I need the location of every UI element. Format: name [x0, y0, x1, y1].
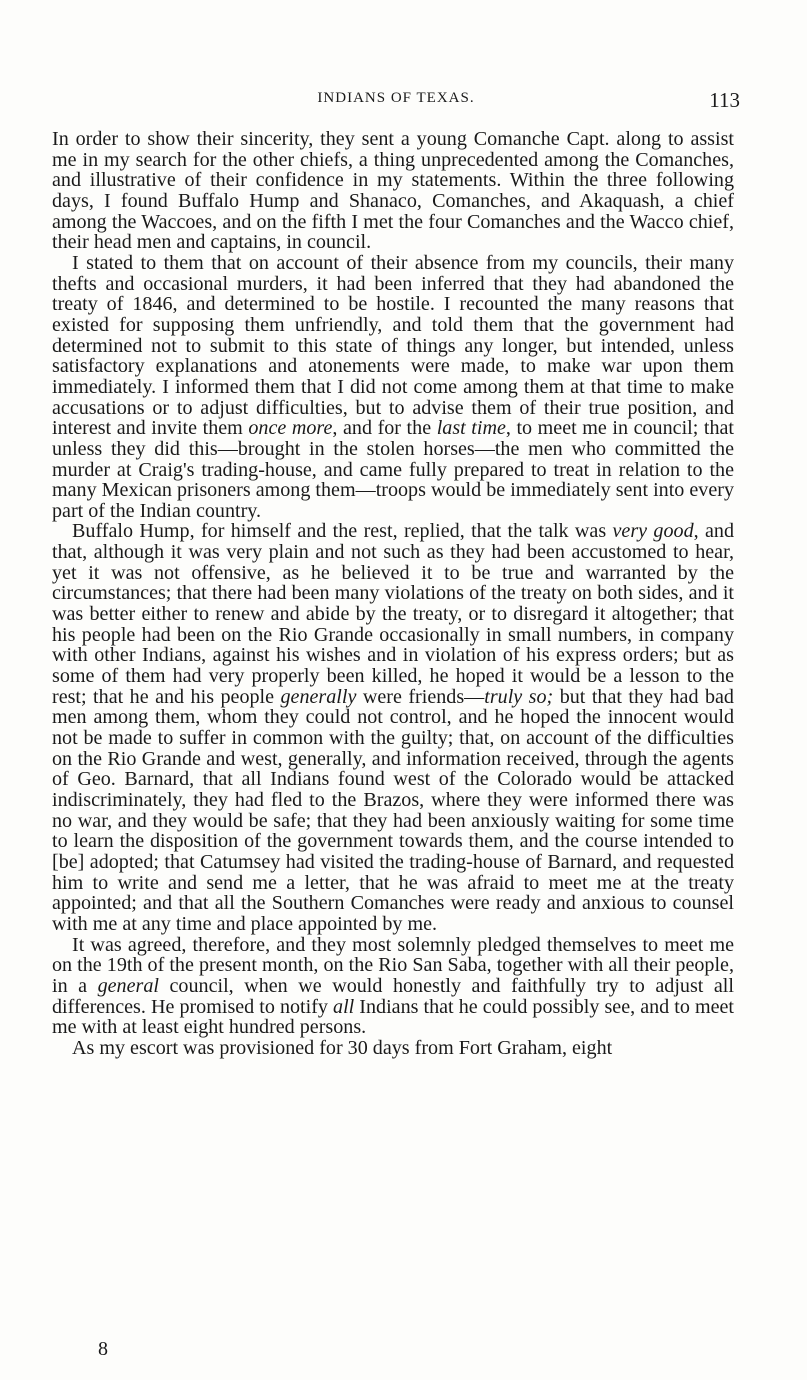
text-run: , and for the: [332, 417, 437, 440]
text-run: , and that, although it was very plain and not such as they had been accustomed to hear, yet it was not offensive, as he believed it to be true and warranted by the circumstances; that there had been many violations of the treaty on both sides, and it was better either to renew and abide by the treaty, or to disregard it altogether; that his people had been on the Rio Grande occasionally in small numbers, in company with other Indians, against his wishes and in violation of his express orders; but as some of them had very properly been killed, he hoped it would be a lesson to the rest; that he and his people: [52, 520, 734, 708]
running-head: INDIANS OF TEXAS.: [317, 90, 475, 106]
italic-text: truly so;: [484, 685, 554, 708]
body-text: [52, 129, 734, 1059]
text-run: but that they had bad men among them, whom they could not control, and he hoped the innocent would not be made to suffer in common with the guilty; that, on account of the difficulties on the Rio Grande and west, generally, and information received, through the agents of Geo. Barnard, that all Indians found west of the Colorado would be attacked indiscriminately, they had fled to the Brazos, where they were informed there was no war, and they would be safe; that they had been anxiously waiting for some time to learn the disposition of the government towards them, and the course intended to [be] adopted; that Catumsey had visited the trading-house of Barnard, and requested him to write and send me a letter, that he was afraid to meet me at the treaty appointed; and that all the Southern Comanches were ready and anxious to counsel with me at any time and place appointed by me.: [52, 685, 734, 935]
italic-text: all: [333, 995, 355, 1018]
paragraph: [52, 129, 734, 253]
page-number: 113: [709, 88, 740, 112]
text-run: I stated to them that on account of their absence from my councils, their many thefts and occasional murders, it had been inferred that they had abandoned the treaty of 1846, and determined to be hostile. I recounted the many reasons that existed for supposing them unfriendly, and told them that the government had determined not to submit to this state of things any longer, but intended, unless satisfactory explanations and atonements were made, to make war upon them immediately. I informed them that I did not come among them at that time to make accusations or to adjust difficulties, but to advise them of their true position, and interest and invite them: [52, 251, 734, 440]
text-run: As my escort was provisioned for 30 days from Fort Graham, eight: [72, 1036, 613, 1059]
page-header: [52, 88, 740, 116]
paragraph: [52, 521, 734, 934]
paragraph: [52, 935, 734, 1038]
paragraph: [52, 1038, 734, 1059]
italic-text: once more: [248, 417, 333, 440]
text-run: council, when we would honestly and faithfully try to adjust all differences. He promised to notify: [52, 974, 734, 1018]
text-run: were friends—: [356, 685, 485, 708]
text-run: Buffalo Hump, for himself and the rest, replied, that the talk was: [72, 520, 613, 543]
italic-text: generally: [280, 685, 357, 708]
paragraph: [52, 253, 734, 522]
italic-text: general: [97, 974, 159, 997]
text-run: In order to show their sincerity, they sent a young Comanche Capt. along to assist me in my search for the other chiefs, a thing unprecedented among the Comanches, and illustrative of their confidence in my statements. Within the three following days, I found Buffalo Hump and Shanaco, Comanches, and Akaquash, a chief among the Waccoes, and on the fifth I met the four Comanches and the Wacco chief, their head men and captains, in council.: [52, 128, 734, 254]
italic-text: very good: [612, 520, 694, 543]
text-run: It was agreed, therefore, and they most solemnly pledged themselves to meet me on the 19th of the present month, on the Rio San Saba, together with all their people, in a: [52, 933, 734, 997]
italic-text: last time: [436, 417, 506, 440]
text-run: , to meet me in council; that unless they did this—brought in the stolen horses—the men who committed the murder at Craig's trading-house, and came fully prepared to treat in relation to the many Mexican prisoners among them—troops would be immediately sent into every part of the Indian country.: [52, 417, 735, 522]
text-run: Indians that he could possibly see, and to meet me with at least eight hundred persons.: [52, 995, 734, 1039]
signature-mark: 8: [98, 1338, 108, 1360]
